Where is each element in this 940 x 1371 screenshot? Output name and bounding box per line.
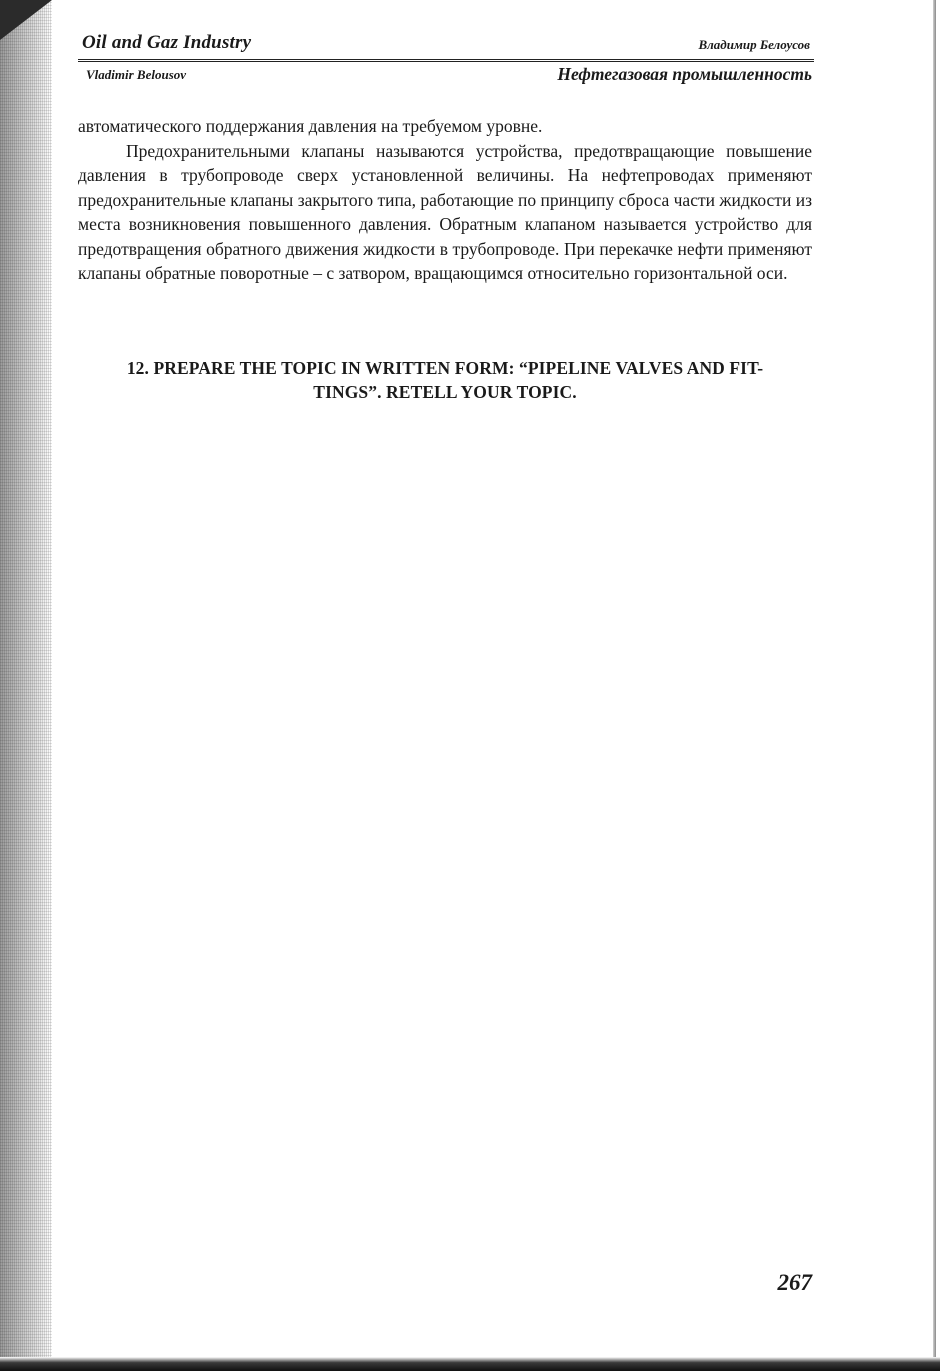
body-text (78, 114, 812, 286)
scan-shadow-bottom (0, 1357, 940, 1371)
book-title-en: Oil and Gaz Industry (82, 32, 252, 53)
scan-shadow-right (933, 0, 936, 1371)
paragraph-valves: Предохранительными клапаны называются устройства, предотвращающие повышение давления в трубопроводе сверх установленной величины. На нефтепроводах применяют предохранительные клапаны закрытого типа, работающие по принципу сброса части жидкости из места возникновения повышенного давления. Обратным клапаном называется устройство для предотвращения обратного движения жидкости в трубопроводе. При перекачке нефти применяют клапаны обратные поворотные – с затвором, вращающимся относительно горизонтальной оси. (78, 140, 812, 283)
scan-corner-shadow (0, 0, 52, 40)
paragraph-continuation: автоматического поддержания давления на требуемом уровне. (78, 116, 543, 136)
scan-shadow-left (0, 0, 52, 1371)
header-divider (78, 59, 814, 62)
author-name-en: Vladimir Belousov (86, 67, 187, 82)
task-heading-line-2: TINGS”. RETELL YOUR TOPIC. (313, 382, 577, 402)
author-name-ru: Владимир Белоусов (698, 37, 810, 52)
running-header-top (78, 32, 814, 58)
book-title-ru: Нефтегазовая промышленность (557, 64, 812, 84)
task-heading-line-1: 12. PREPARE THE TOPIC IN WRITTEN FORM: “PIPELINE VALVES AND FIT- (126, 358, 764, 378)
running-header-bottom (78, 64, 814, 86)
document-page (78, 30, 814, 1350)
task-heading (78, 356, 812, 404)
page-number: 267 (777, 1270, 812, 1295)
